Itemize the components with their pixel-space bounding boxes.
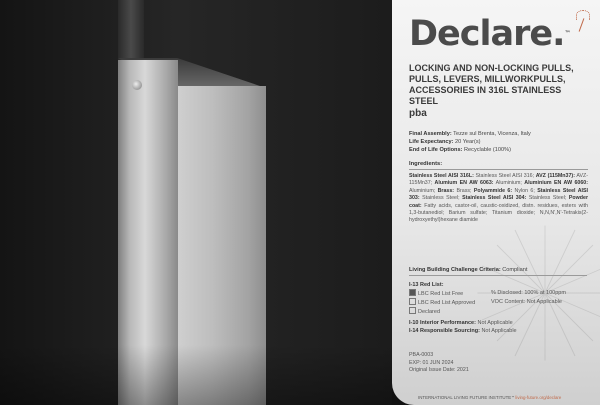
life-expectancy-row: Life Expectancy: 20 Year(s) [409,139,481,145]
declare-logo [409,15,588,55]
ingredient-text: AVZ- 115Mn37; [409,173,588,187]
footer-trademark: ™ [511,395,515,399]
ingredient-name: Brass: [437,187,455,194]
ingredient-text: Stainless Steel; [419,195,463,202]
final-assembly-row: Final Assembly: Tezze sul Brenta, Vicenza, Italy [409,131,531,137]
product-meta [409,130,588,154]
declare-label [392,0,600,405]
redlist-option: LBC Red List Approved [409,298,491,307]
ingredient-name: Stainless Steel AISI 316L: [409,173,474,179]
ingredient-text: Stainless Steel; [526,195,569,202]
red-list-heading: I-13 Red List: [409,282,444,288]
redlist-option: LBC Red List Free [409,289,491,298]
ingredient-text: Nylon 6; [512,187,538,194]
footer-org: INTERNATIONAL LIVING FUTURE INSTITUTE [418,395,512,400]
ingredient-name: Powder coat: [409,195,589,209]
voc-content: VOC Content: Not Applicable [491,299,562,305]
footer-link[interactable]: living-future.org/declare [515,395,562,400]
product-title: LOCKING AND NON-LOCKING PULLS, PULLS, LEVERS, MILLWORKPULLS, ACCESSORIES IN 316L STAINLESS STEEL [409,63,574,106]
disclosed-percent: % Disclosed: 100% at 100ppm [491,290,566,296]
footer [418,395,561,400]
declaration-info [409,352,469,375]
expiry-date: EXP: 01 JUN 2024 [409,359,454,366]
screw-icon [132,80,142,90]
photo-shadow [0,345,392,405]
brand-name: Declare. [409,14,565,54]
divider [409,169,588,170]
red-list-section [409,281,589,335]
brand-trademark: ™ [564,30,571,37]
divider [409,275,587,276]
ingredient-name: AVZ (115Mn37): [535,173,575,179]
declaration-id: PBA-0003 [409,352,434,358]
issue-date: Original Issue Date: 2021 [409,367,469,373]
redlist-option: Declared [409,307,491,316]
ingredient-text: Aluminium; [409,187,438,194]
ingredient-text: Brass; [454,187,474,194]
company-name: pba [409,108,427,119]
ingredient-name: Polyammide 6: [473,187,513,194]
interior-performance: I-10 Interior Performance: Not Applicable [409,320,513,326]
ingredient-name: Stainless Steel AISI 304: [462,195,527,202]
ingredients-heading: Ingredients: [409,161,443,167]
door-edge [118,0,144,64]
ingredient-name: Aluminium EN AW 6060: [524,180,588,187]
ingredient-name: Alumium EN AW 6063: [434,180,494,187]
ingredient-text: Aluminium; [493,180,525,187]
end-of-life-row: End of Life Options: Recyclable (100%) [409,147,511,153]
ingredient-text: Fatty acids, castor-oil, caustic-oxidized, distn. residues, esters with 1,3-butanediol; Barium sulfate; Titanium dioxide; N,N,N',N'-Tetrakis(2-hydroxyethyl)hexane diamide [409,202,588,224]
dandelion-logo-icon [572,10,590,32]
responsible-sourcing: I-14 Responsible Sourcing: Not Applicable [409,328,517,334]
checkbox-checked-icon [409,289,416,296]
ingredient-text: Stainless Steel AISI 316; [473,173,536,179]
checkbox-empty-icon [409,298,416,305]
checkbox-empty-icon [409,307,416,314]
lbc-criteria: Living Building Challenge Criteria: Compliant [409,267,587,279]
ingredient-name: Stainless Steel AISI 303: [409,187,589,202]
